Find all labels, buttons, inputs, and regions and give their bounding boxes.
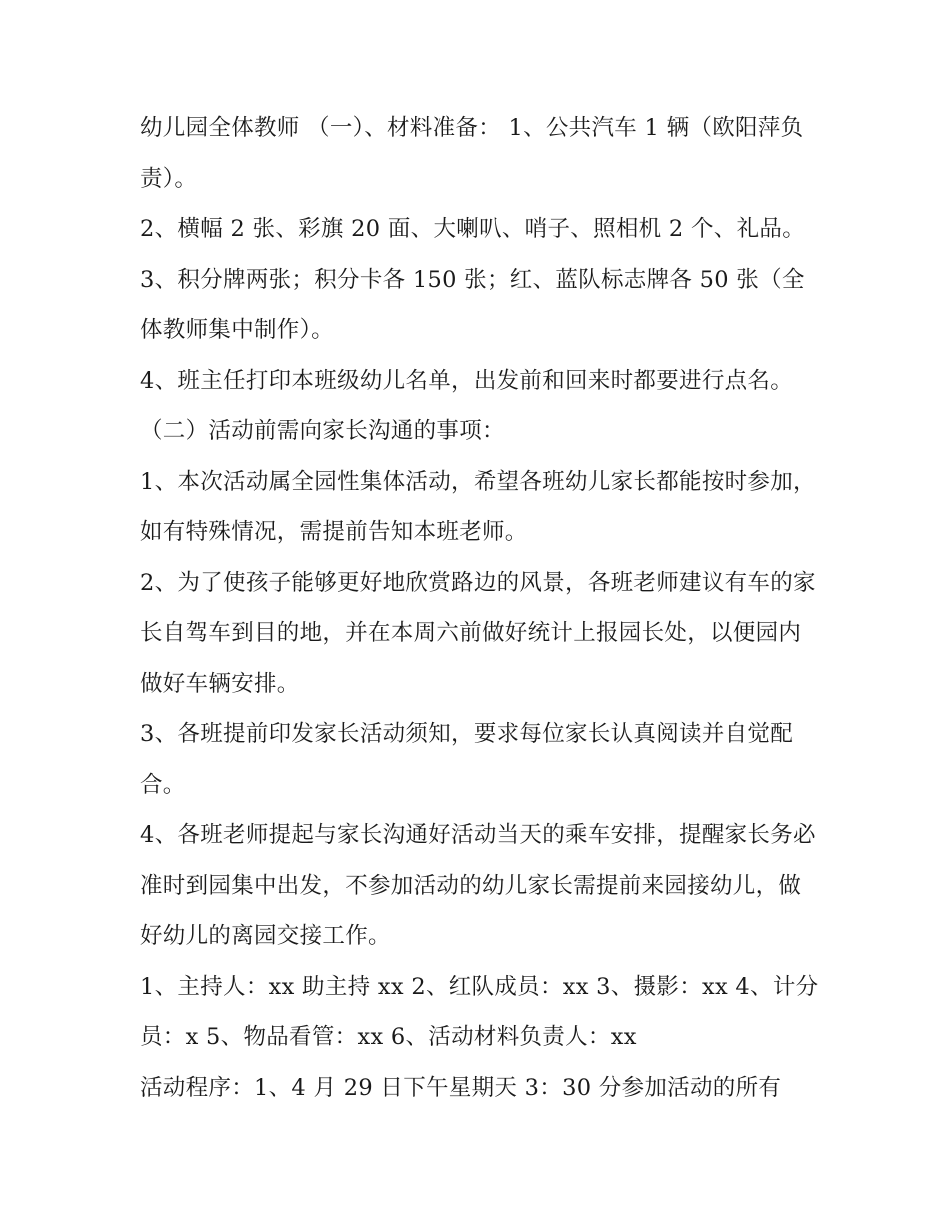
paragraph-materials: 幼儿园全体教师 （一）、材料准备： 1、公共汽车 1 辆（欧阳萍负责）。 [140, 115, 804, 192]
paragraph-supplies: 2、横幅 2 张、彩旗 20 面、大喇叭、哨子、照相机 2 个、礼品。 3、积分牌两张；积分卡各 150 张；红、蓝队标志牌各 50 张（全体教师集中制作）。 [140, 216, 805, 343]
paragraph-self-drive: 2、为了使孩子能够更好地欣赏路边的风景，各班老师建议有车的家长自驾车到目的地，并在本周六前做好统计上报园长处，以便园内做好车辆安排。 [140, 569, 816, 697]
paragraph-notice: 3、各班提前印发家长活动须知，要求每位家长认真阅读并自觉配合。 [140, 721, 794, 798]
paragraph-transport: 4、各班老师提起与家长沟通好活动当天的乘车安排，提醒家长务必准时到园集中出发，不参加活动的幼儿家长需提前来园接幼儿，做好幼儿的离园交接工作。 [140, 822, 816, 949]
paragraph-staff-roles: 1、主持人：xx 助主持 xx 2、红队成员：xx 3、摄影：xx 4、计分员：x 5、物品看管：xx 6、活动材料负责人：xx [140, 973, 819, 1050]
paragraph-roll-call: 4、班主任打印本班级幼儿名单，出发前和回来时都要进行点名。 （二）活动前需向家长沟通的事项： [140, 367, 794, 444]
paragraph-procedure: 活动程序：1、4 月 29 日下午星期天 3：30 分参加活动的所有 [140, 1074, 782, 1101]
paragraph-attendance: 1、本次活动属全园性集体活动，希望各班幼儿家长都能按时参加，如有特殊情况，需提前告知本班老师。 [140, 468, 816, 545]
document-body [140, 103, 820, 1113]
